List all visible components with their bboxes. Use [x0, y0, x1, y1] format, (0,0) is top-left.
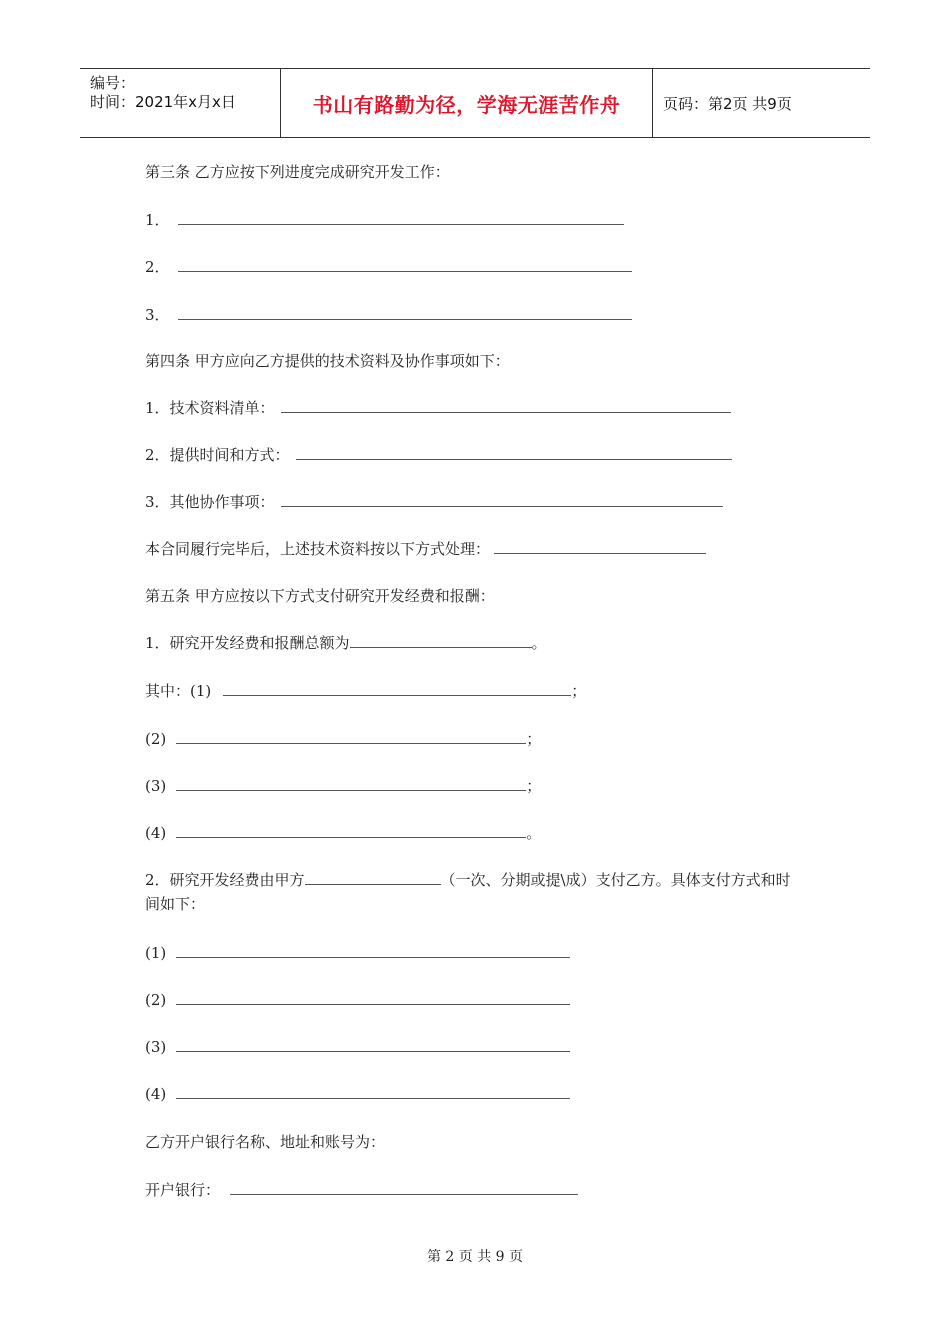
clause-text: （一次、分期或提\成）支付乙方。具体支付方式和时间如下：: [145, 871, 791, 913]
blank-line[interactable]: [223, 681, 571, 696]
blank-line[interactable]: [281, 398, 731, 413]
clause-end: 。: [531, 634, 547, 652]
blank-line[interactable]: [176, 1084, 570, 1099]
item-number: 3．: [145, 306, 170, 324]
clause-end: ；: [526, 777, 542, 795]
blank-line[interactable]: [296, 445, 732, 460]
header-page-info: 页码：第2页 共9页: [663, 94, 792, 113]
blank-line[interactable]: [176, 823, 526, 838]
header-meta-cell: [80, 69, 281, 137]
page-footer: 第 2 页 共 9 页: [426, 1249, 524, 1265]
clause-text: 本合同履行完毕后，上述技术资料按以下方式处理：: [145, 540, 491, 558]
blank-line[interactable]: [494, 539, 706, 554]
article-3-heading: 第三条 乙方应按下列进度完成研究开发工作：: [145, 163, 450, 181]
blank-line[interactable]: [176, 990, 570, 1005]
clause-end: ；: [526, 730, 542, 748]
blank-line[interactable]: [176, 729, 526, 744]
article-4-item-3: [145, 492, 723, 512]
document-header: [80, 68, 870, 138]
sub-label: (2): [145, 991, 167, 1009]
article-4-heading: 第四条 甲方应向乙方提供的技术资料及协作事项如下：: [145, 352, 510, 370]
document-number-label: 编号：: [90, 74, 136, 92]
article-3-item-1: [145, 210, 624, 230]
sub-label: (3): [145, 777, 167, 795]
clause-end: 。: [526, 824, 542, 842]
article-5-sub-1: [145, 681, 586, 701]
article-3-item-3: [145, 305, 632, 325]
sub-label: 其中：(1): [145, 682, 212, 700]
article-4-item-2: [145, 445, 732, 465]
article-5-total: [145, 633, 547, 653]
payment-item-4: [145, 1084, 570, 1104]
payment-item-3: [145, 1037, 570, 1057]
document-date-label: 时间：2021年x月x日: [90, 93, 236, 111]
article-5-heading: 第五条 甲方应按以下方式支付研究开发经费和报酬：: [145, 587, 495, 605]
sub-label: (3): [145, 1038, 167, 1056]
blank-line[interactable]: [350, 633, 532, 648]
item-number: 1．: [145, 211, 170, 229]
article-4-after-clause: [145, 539, 706, 559]
header-motto: 书山有路勤为径，学海无涯苦作舟: [281, 69, 653, 137]
item-label: 2．提供时间和方式：: [145, 446, 290, 464]
clause-text: 2．研究开发经费由甲方: [145, 871, 305, 889]
sub-label: (2): [145, 730, 167, 748]
bank-label: 开户银行：: [145, 1181, 221, 1199]
blank-line[interactable]: [178, 210, 624, 225]
payment-item-1: [145, 943, 570, 963]
article-5-payment-clause: [145, 868, 805, 916]
sub-label: (4): [145, 1085, 167, 1103]
sub-label: (4): [145, 824, 167, 842]
item-label: 3．其他协作事项：: [145, 493, 275, 511]
blank-line[interactable]: [305, 870, 441, 885]
article-5-sub-4: [145, 823, 541, 843]
bank-name-line: [145, 1180, 578, 1200]
blank-line[interactable]: [178, 305, 632, 320]
blank-line[interactable]: [176, 1037, 570, 1052]
payment-item-2: [145, 990, 570, 1010]
clause-text: 1．研究开发经费和报酬总额为: [145, 634, 350, 652]
item-label: 1．技术资料清单：: [145, 399, 275, 417]
article-5-sub-2: [145, 729, 541, 749]
article-3-item-2: [145, 257, 632, 277]
blank-line[interactable]: [281, 492, 723, 507]
bank-intro: 乙方开户银行名称、地址和账号为：: [145, 1133, 386, 1151]
clause-end: ；: [571, 682, 587, 700]
blank-line[interactable]: [230, 1180, 578, 1195]
blank-line[interactable]: [176, 776, 526, 791]
sub-label: (1): [145, 944, 167, 962]
article-5-sub-3: [145, 776, 541, 796]
blank-line[interactable]: [178, 257, 632, 272]
blank-line[interactable]: [176, 943, 570, 958]
item-number: 2．: [145, 258, 170, 276]
article-4-item-1: [145, 398, 731, 418]
